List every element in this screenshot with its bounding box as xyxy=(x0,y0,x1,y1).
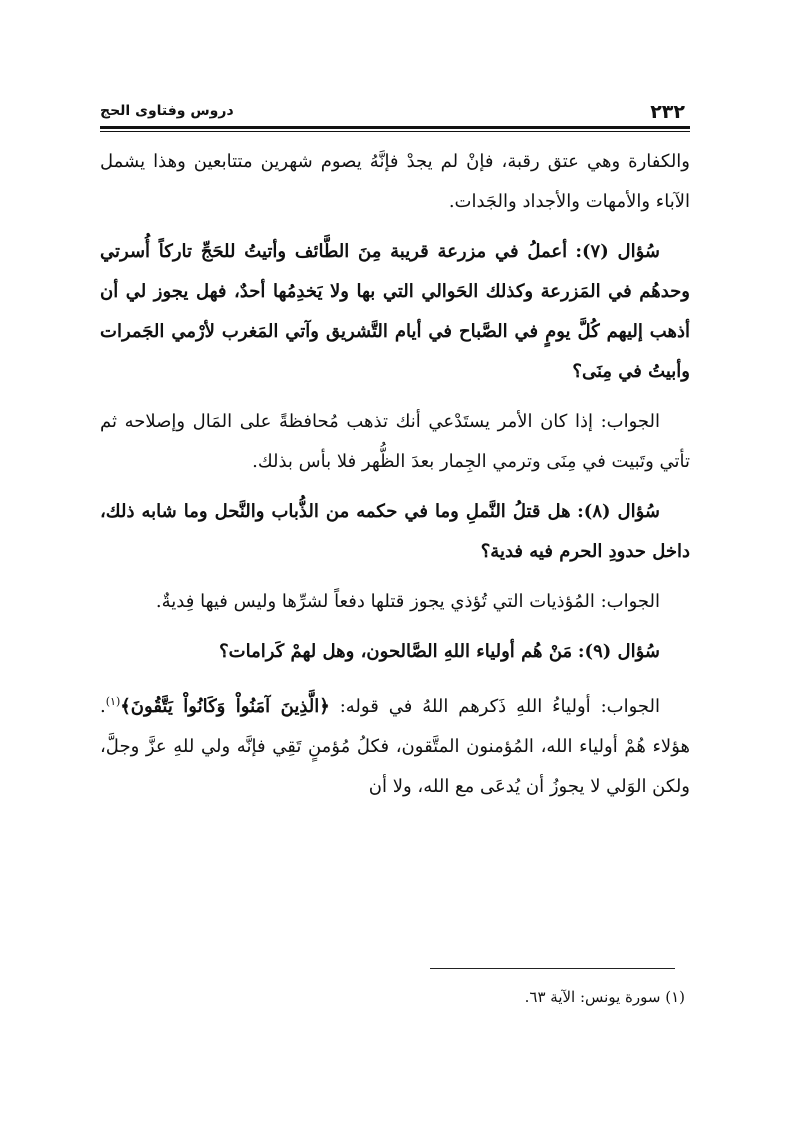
answer-label: الجواب: xyxy=(600,591,660,612)
question-text: مَنْ هُم أولياء اللهِ الصَّالحون، وهل لهمْ كَرامات؟ xyxy=(219,641,573,662)
question-label: سُؤال (٨): xyxy=(577,501,660,522)
answer-text: إذا كان الأمر يستَدْعي أنك تذهب مُحافظةً على المَال وإصلاحه ثم تأتي وتَبيت في مِنَى وترمي الجِمار بعدَ الظُّهر فلا بأس بذلك. xyxy=(100,411,690,472)
page-number: ٢٣٢ xyxy=(650,101,685,123)
question-7 xyxy=(100,232,690,392)
question-label: سُؤال (٩): xyxy=(577,641,660,662)
answer-label: الجواب: xyxy=(600,696,660,717)
question-8 xyxy=(100,492,690,572)
footnote-marker: (١) xyxy=(105,695,121,708)
header-rule-thin xyxy=(100,131,690,132)
intro-paragraph xyxy=(100,142,690,222)
answer-7 xyxy=(100,402,690,482)
footnote-rule xyxy=(430,968,675,969)
header-rule xyxy=(100,126,690,129)
footnote: (١) سورة يونس: الآية ٦٣. xyxy=(524,988,685,1006)
answer-text-before: أولياءُ اللهِ ذَكرهم اللهُ في قوله: xyxy=(339,696,591,717)
answer-9 xyxy=(100,682,690,807)
question-label: سُؤال (٧): xyxy=(575,241,660,262)
question-text: هل قتلُ النَّملِ وما في حكمه من الذُّباب والنَّحل وما شابه ذلك، داخل حدودِ الحرم فيه فدية؟ xyxy=(100,501,690,562)
answer-8 xyxy=(100,582,690,622)
quran-verse: ﴿الَّذِينَ آمَنُواْ وَكَانُواْ يَتَّقُونَ﴾ xyxy=(120,696,330,717)
page-header xyxy=(100,92,685,126)
running-title: دروس وفتاوى الحج xyxy=(100,103,234,119)
question-text: أعملُ في مزرعة قريبة مِنَ الطَّائف وأتيتُ للحَجِّ تاركاً أُسرتي وحدهُم في المَزرعة وكذلك الحَوالي التي بها ولا يَخدِمُها أحدٌ، فهل يجوز لي أن أذهب إليهم كُلَّ يومٍ في الصَّباح في أيام التَّشريق وآتي المَغرب لأرْمي الجَمرات وأبيتُ في مِنَى؟ xyxy=(100,241,690,382)
intro-text: والكفارة وهي عتق رقبة، فإنْ لم يجدْ فإنَّهُ يصوم شهرين متتابعين وهذا يشمل الآباء والأمهات والأجداد والجَدات. xyxy=(100,151,690,212)
page-body xyxy=(100,142,690,817)
answer-text-after: . هؤلاء هُمْ أولياء الله، المُؤمنون المتَّقون، فكلُ مُؤمنٍ تَقِي فإنَّه ولي للهِ عزَّ وجلَّ، ولكن الوَلي لا يجوزُ أن يُدعَى مع الله، ولا أن xyxy=(100,696,690,797)
answer-text: المُؤذيات التي تُؤذي يجوز قتلها دفعاً لشرِّها وليس فيها فِديةٌ. xyxy=(155,591,595,612)
answer-label: الجواب: xyxy=(600,411,661,432)
question-9 xyxy=(100,632,690,672)
